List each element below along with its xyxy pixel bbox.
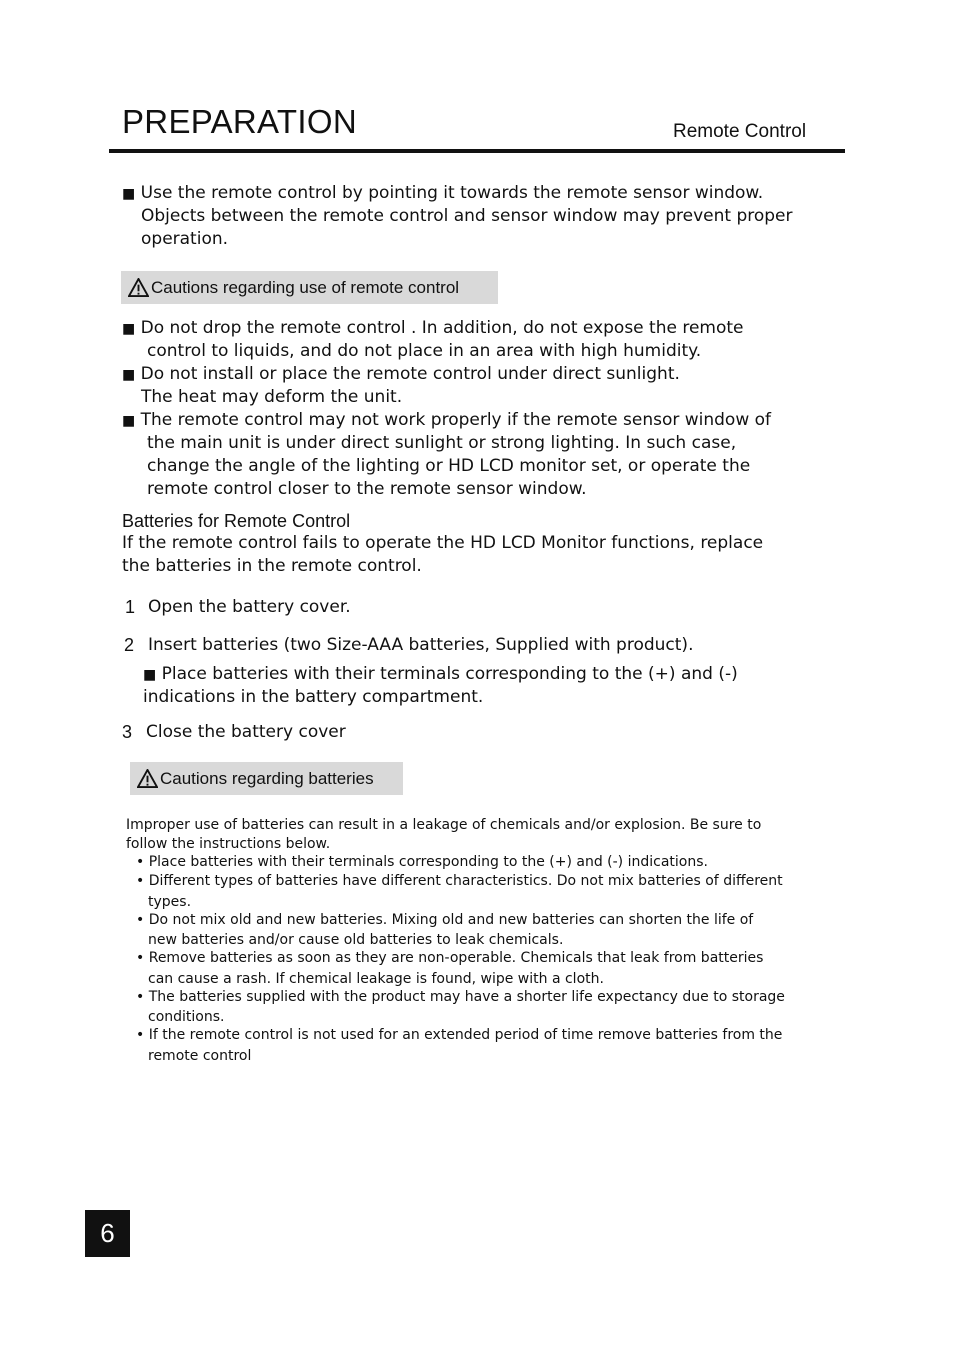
caution-remote-header: [121, 271, 498, 304]
square-bullet-icon: ■: [143, 667, 157, 683]
section-title: Remote Control: [673, 121, 807, 142]
caution-remote-item-3-line-3: change the angle of the lighting or HD LCD monitor set, or operate the: [147, 456, 751, 476]
caution-remote-item-1-line-1: ■ Do not drop the remote control . In addition, do not expose the remote: [122, 318, 744, 338]
intro-line-3: operation.: [141, 229, 229, 249]
bullet-dot-icon: •: [136, 854, 145, 870]
bullet-dot-icon: •: [136, 950, 145, 966]
step-1-text: Open the battery cover.: [148, 597, 351, 617]
caution-batteries-item-2-line-2: types.: [148, 894, 192, 910]
caution-batteries-item-5-line-1: • The batteries supplied with the product may have a shorter life expectancy due to storage: [136, 989, 785, 1005]
caution-batteries-item-1-line-1: • Place batteries with their terminals corresponding to the (+) and (-) indications.: [136, 854, 708, 870]
page-number: 6: [85, 1210, 130, 1257]
caution-batteries-item-2-line-1: • Different types of batteries have different characteristics. Do not mix batteries of different: [136, 873, 783, 889]
caution-batteries-item-4-line-1: • Remove batteries as soon as they are non-operable. Chemicals that leak from batteries: [136, 950, 764, 966]
step-2-sub-line-2: indications in the battery compartment.: [143, 687, 484, 707]
caution-remote-item-2-line-1: ■ Do not install or place the remote control under direct sunlight.: [122, 364, 680, 384]
caution-batteries-header: [130, 762, 403, 795]
bullet-dot-icon: •: [136, 912, 145, 928]
caution-batteries-intro-line-2: follow the instructions below.: [126, 836, 331, 852]
caution-batteries-item-6-line-2: remote control: [148, 1048, 252, 1064]
caution-batteries-intro-line-1: Improper use of batteries can result in a leakage of chemicals and/or explosion. Be sure to: [126, 817, 762, 833]
step-3-text: Close the battery cover: [146, 722, 346, 742]
caution-remote-item-2-line-2: The heat may deform the unit.: [141, 387, 403, 407]
caution-batteries-item-3-line-2: new batteries and/or cause old batteries to leak chemicals.: [148, 932, 564, 948]
step-2-number: 2: [124, 635, 135, 655]
square-bullet-icon: ■: [122, 321, 136, 337]
header-divider: [109, 149, 845, 153]
bullet-dot-icon: •: [136, 873, 145, 889]
caution-batteries-item-4-line-2: can cause a rash. If chemical leakage is found, wipe with a cloth.: [148, 971, 604, 987]
caution-batteries-item-3-line-1: • Do not mix old and new batteries. Mixing old and new batteries can shorten the life of: [136, 912, 754, 928]
bullet-dot-icon: •: [136, 1027, 145, 1043]
step-2-sub-line-1: ■ Place batteries with their terminals corresponding to the (+) and (-): [143, 664, 738, 684]
step-2-text: Insert batteries (two Size-AAA batteries, Supplied with product).: [148, 635, 694, 655]
square-bullet-icon: ■: [122, 413, 136, 429]
caution-remote-item-3-line-1: ■ The remote control may not work properly if the remote sensor window of: [122, 410, 772, 430]
square-bullet-icon: ■: [122, 367, 136, 383]
warning-triangle-icon: [128, 278, 149, 297]
step-3-number: 3: [122, 722, 133, 742]
intro-line-1: ■ Use the remote control by pointing it towards the remote sensor window.: [122, 183, 764, 203]
caution-remote-item-3-line-4: remote control closer to the remote sensor window.: [147, 479, 587, 499]
square-bullet-icon: ■: [122, 186, 136, 202]
bullet-dot-icon: •: [136, 989, 145, 1005]
caution-remote-item-1-line-2: control to liquids, and do not place in an area with high humidity.: [147, 341, 702, 361]
caution-batteries-item-6-line-1: • If the remote control is not used for an extended period of time remove batteries from the: [136, 1027, 783, 1043]
step-1-number: 1: [125, 597, 136, 617]
batteries-heading: Batteries for Remote Control: [122, 511, 351, 531]
page-title: PREPARATION: [122, 103, 357, 140]
intro-line-2: Objects between the remote control and sensor window may prevent proper: [141, 206, 793, 226]
caution-batteries-item-5-line-2: conditions.: [148, 1009, 225, 1025]
caution-remote-label: Cautions regarding use of remote control: [151, 277, 460, 297]
warning-triangle-icon: [137, 769, 158, 788]
batteries-intro-line-1: If the remote control fails to operate the HD LCD Monitor functions, replace: [122, 533, 764, 553]
batteries-intro-line-2: the batteries in the remote control.: [122, 556, 422, 576]
caution-remote-item-3-line-2: the main unit is under direct sunlight or strong lighting. In such case,: [147, 433, 737, 453]
caution-batteries-label: Cautions regarding batteries: [160, 768, 374, 788]
